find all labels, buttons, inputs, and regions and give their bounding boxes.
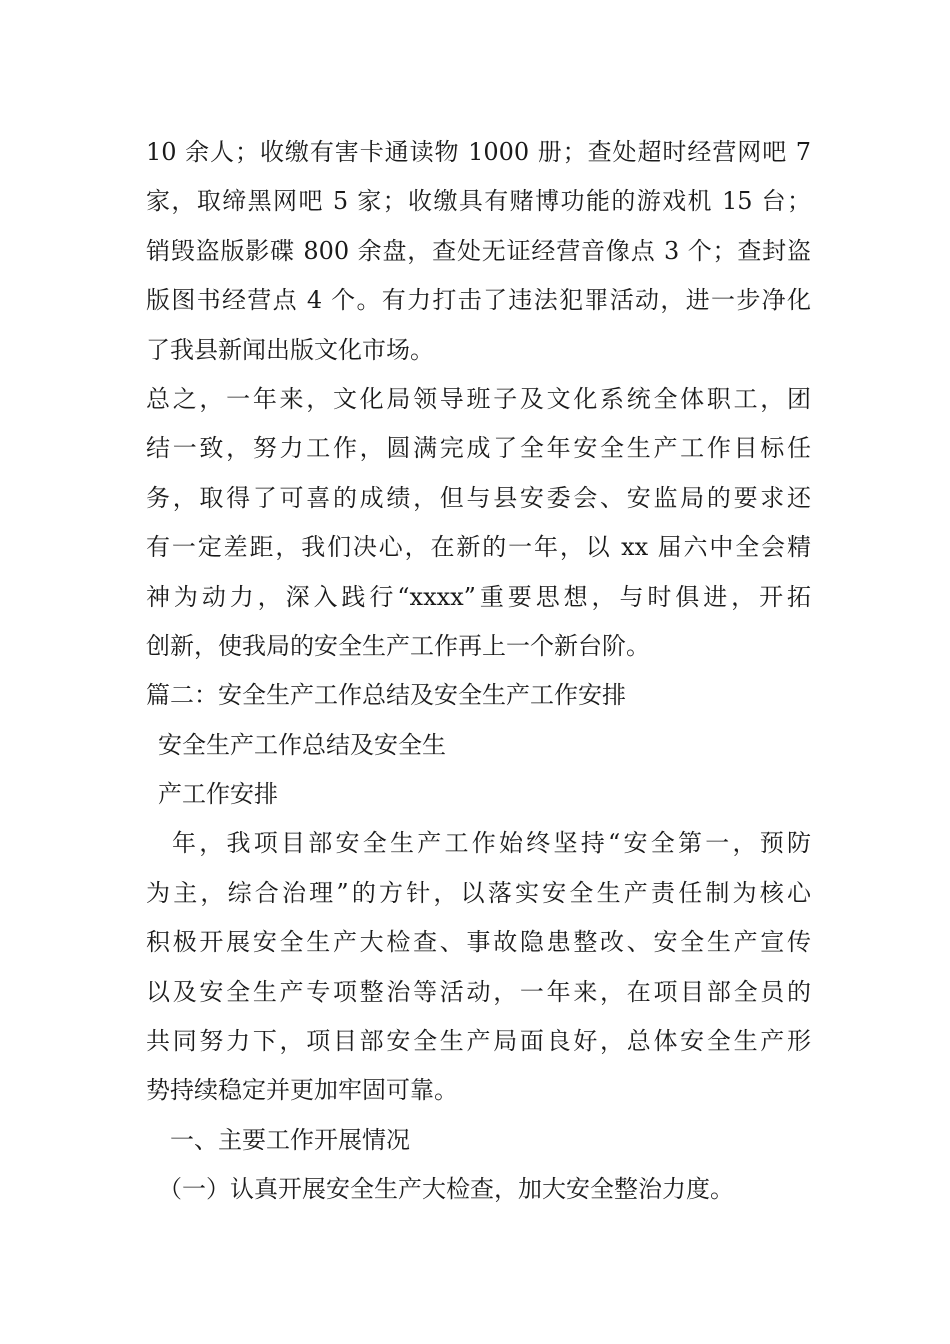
paragraph-line: 有一定差距，我们决心，在新的一年，以 xx 届六中全会精 xyxy=(146,533,811,562)
paragraph-line: 了我县新闻出版文化市场。 xyxy=(146,335,434,364)
section-heading: 篇二：安全生产工作总结及安全生产工作安排 xyxy=(146,681,626,710)
paragraph-line: 神为动力，深入践行“xxxx”重要思想，与时俱进，开拓 xyxy=(146,582,811,611)
paragraph-line: 务，取得了可喜的成绩，但与县安委会、安监局的要求还 xyxy=(146,483,811,512)
paragraph-line: 家，取缔黑网吧 5 家；收缴具有赌博功能的游戏机 15 台； xyxy=(146,187,811,216)
paragraph-line: 创新，使我局的安全生产工作再上一个新台阶。 xyxy=(146,631,650,660)
paragraph-line: 总之，一年来，文化局领导班子及文化系统全体职工，团 xyxy=(146,384,811,413)
paragraph-line: 积极开展安全生产大检查、事故隐患整改、安全生产宣传 xyxy=(146,928,811,957)
article-title-line: 产工作安排 xyxy=(158,780,278,809)
paragraph-line: 版图书经营点 4 个。有力打击了违法犯罪活动，进一步净化 xyxy=(146,286,811,315)
document-body xyxy=(146,128,811,1215)
paragraph-line: 为主，综合治理”的方针，以落实安全生产责任制为核心 xyxy=(146,878,811,907)
paragraph-line: 销毁盗版影碟 800 余盘，查处无证经营音像点 3 个；查封盗 xyxy=(146,236,811,265)
paragraph-line: 势持续稳定并更加牢固可靠。 xyxy=(146,1076,458,1105)
paragraph-line: 10 余人；收缴有害卡通读物 1000 册；查处超时经营网吧 7 xyxy=(146,138,811,166)
article-title-line: 安全生产工作总结及安全生 xyxy=(158,730,446,759)
paragraph-line: 以及安全生产专项整治等活动，一年来，在项目部全员的 xyxy=(146,977,811,1006)
paragraph-line: 年，我项目部安全生产工作始终坚持“安全第一，预防 xyxy=(172,829,811,858)
subsection-heading: （一）认真开展安全生产大检查，加大安全整治力度。 xyxy=(158,1175,734,1204)
paragraph-line: 共同努力下，项目部安全生产局面良好，总体安全生产形 xyxy=(146,1027,811,1056)
paragraph-line: 结一致，努力工作，圆满完成了全年安全生产工作目标任 xyxy=(146,434,811,463)
subsection-heading: 一、主要工作开展情况 xyxy=(170,1125,410,1154)
